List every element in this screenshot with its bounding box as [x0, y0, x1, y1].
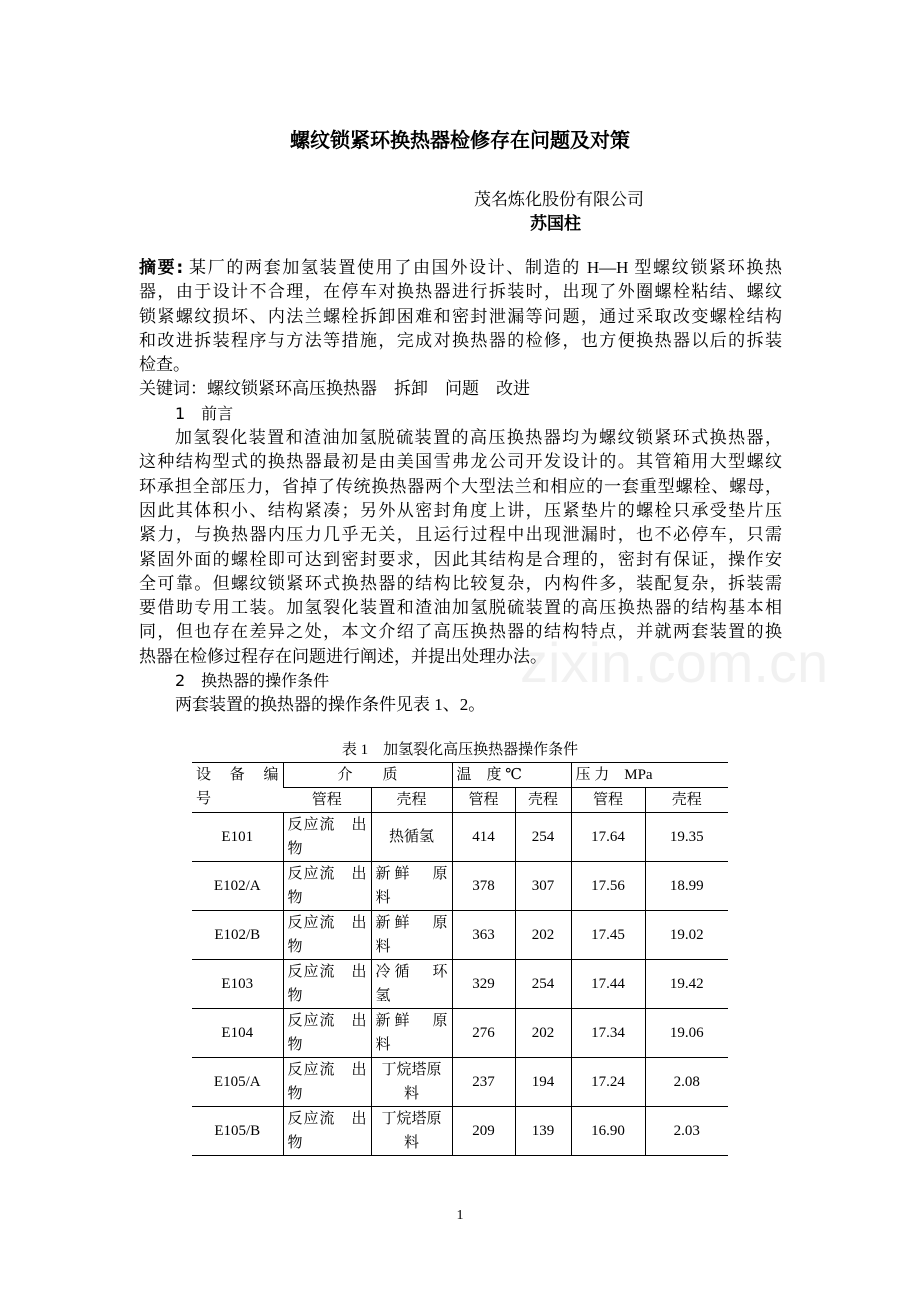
- cell-shell-medium: 丁烷塔原料: [371, 1107, 452, 1156]
- cell-id: E102/A: [192, 862, 283, 911]
- cell-tube-medium: 反应流 出物: [283, 862, 371, 911]
- cell-tube-medium: 反应流 出物: [283, 1009, 371, 1058]
- paragraph-line: 紧力，与换热器内压力几乎无关，且运行过程中出现泄漏时，也不必停车，只需: [139, 525, 782, 545]
- section-heading: 2 换热器的操作条件: [175, 671, 330, 691]
- cell-tube-medium: 反应流 出物: [283, 1107, 371, 1156]
- author-name: 苏国柱: [530, 214, 581, 234]
- cell-tube-press: 17.24: [571, 1058, 645, 1107]
- paragraph-line: 紧固外面的螺栓即可达到密封要求，因此其结构是合理的，密封有保证，操作安: [139, 549, 782, 569]
- table-row: [192, 1107, 728, 1156]
- cell-shell-temp: 202: [515, 911, 571, 960]
- abstract-line: 和改进拆装程序与方法等措施，完成对换热器的检修，也方便换热器以后的拆装: [139, 330, 782, 350]
- author-affiliation: 茂名炼化股份有限公司: [474, 190, 644, 209]
- cell-tube-medium: 反应流 出物: [283, 1058, 371, 1107]
- paragraph-line: 要借助专用工装。加氢裂化装置和渣油加氢脱硫装置的高压换热器的结构基本相: [139, 598, 782, 618]
- cell-tube-temp: 237: [452, 1058, 515, 1107]
- keyword: 改进: [496, 379, 530, 399]
- cell-tube-press: 17.44: [571, 960, 645, 1009]
- cell-tube-medium: 反应流 出物: [283, 960, 371, 1009]
- cell-shell-press: 19.42: [645, 960, 728, 1009]
- table-row: [192, 813, 728, 862]
- table-row: [192, 862, 728, 911]
- header-pressure: 压 力 MPa: [571, 763, 728, 788]
- paragraph-line: 这种结构型式的换热器最初是由美国雪弗龙公司开发设计的。其管箱用大型螺纹: [139, 452, 782, 472]
- cell-shell-temp: 254: [515, 960, 571, 1009]
- cell-tube-temp: 414: [452, 813, 515, 862]
- paragraph-line: 同，但也存在差异之处，本文介绍了高压换热器的结构特点，并就两套装置的换: [139, 622, 782, 642]
- cell-tube-temp: 209: [452, 1107, 515, 1156]
- cell-tube-press: 17.45: [571, 911, 645, 960]
- cell-shell-temp: 139: [515, 1107, 571, 1156]
- cell-tube-medium: 反应流 出物: [283, 813, 371, 862]
- header-tube: 管程: [452, 788, 515, 813]
- table-caption: 表 1 加氢裂化高压换热器操作条件: [341, 742, 579, 758]
- page-number: 1: [456, 1208, 464, 1223]
- table-row: [192, 960, 728, 1009]
- cell-shell-press: 2.03: [645, 1107, 728, 1156]
- cell-tube-temp: 276: [452, 1009, 515, 1058]
- header-medium: 介 质: [283, 763, 452, 788]
- paragraph-line: 因此其体积小、结构紧凑；另外从密封角度上讲，压紧垫片的螺栓只承受垫片压: [139, 500, 782, 520]
- operating-conditions-table: [192, 762, 728, 1156]
- abstract-label: 摘要:: [139, 258, 184, 278]
- cell-id: E101: [192, 813, 283, 862]
- cell-shell-medium: 新鲜 原料: [371, 862, 452, 911]
- cell-tube-temp: 329: [452, 960, 515, 1009]
- cell-shell-press: 19.06: [645, 1009, 728, 1058]
- cell-id: E104: [192, 1009, 283, 1058]
- cell-shell-medium: 新鲜 原料: [371, 911, 452, 960]
- cell-id: E105/A: [192, 1058, 283, 1107]
- cell-shell-temp: 307: [515, 862, 571, 911]
- cell-shell-temp: 254: [515, 813, 571, 862]
- paragraph-line: 热器在检修过程存在问题进行阐述，并提出处理办法。: [139, 646, 547, 666]
- header-temperature: 温 度 ℃: [452, 763, 571, 788]
- paragraph-line: 加氢裂化装置和渣油加氢脱硫装置的高压换热器均为螺纹锁紧环式换热器，: [175, 428, 782, 448]
- table-row: [192, 911, 728, 960]
- header-shell: 壳程: [645, 788, 728, 813]
- cell-tube-press: 17.64: [571, 813, 645, 862]
- abstract-line: 摘要: 某厂的两套加氢装置使用了由国外设计、制造的 H—H 型螺纹锁紧环换热: [139, 258, 782, 278]
- cell-tube-medium: 反应流 出物: [283, 911, 371, 960]
- keyword: 问题: [445, 379, 479, 399]
- header-shell: 壳程: [515, 788, 571, 813]
- cell-shell-press: 19.02: [645, 911, 728, 960]
- abstract: [139, 256, 782, 718]
- abstract-line: 锁紧螺纹损坏、内法兰螺栓拆卸困难和密封泄漏等问题，通过采取改变螺栓结构: [139, 306, 782, 326]
- header-tube: 管程: [283, 788, 371, 813]
- cell-shell-press: 18.99: [645, 862, 728, 911]
- cell-shell-medium: 新鲜 原料: [371, 1009, 452, 1058]
- header-device-no: 设 备 编号: [192, 763, 283, 813]
- table-header-row: [192, 763, 728, 788]
- cell-id: E102/B: [192, 911, 283, 960]
- paragraph-line: 全可靠。但螺纹锁紧环式换热器的结构比较复杂，内构件多，装配复杂，拆装需: [139, 573, 782, 593]
- cell-tube-temp: 378: [452, 862, 515, 911]
- paragraph-line: 环承担全部压力，省掉了传统换热器两个大型法兰和相应的一套重型螺栓、螺母，: [139, 476, 782, 496]
- cell-shell-press: 2.08: [645, 1058, 728, 1107]
- cell-tube-press: 16.90: [571, 1107, 645, 1156]
- header-tube: 管程: [571, 788, 645, 813]
- cell-id: E105/B: [192, 1107, 283, 1156]
- cell-shell-medium: 冷循 环氢: [371, 960, 452, 1009]
- cell-tube-press: 17.56: [571, 862, 645, 911]
- keyword: 拆卸: [394, 379, 428, 399]
- abstract-line: 器，由于设计不合理，在停车对换热器进行拆装时，出现了外圈螺栓粘结、螺纹: [139, 282, 782, 302]
- cell-tube-temp: 363: [452, 911, 515, 960]
- cell-id: E103: [192, 960, 283, 1009]
- table-row: [192, 1058, 728, 1107]
- keywords: [139, 377, 782, 401]
- cell-shell-medium: 丁烷塔原料: [371, 1058, 452, 1107]
- section-heading: 1 前言: [175, 403, 234, 423]
- cell-tube-press: 17.34: [571, 1009, 645, 1058]
- cell-shell-temp: 202: [515, 1009, 571, 1058]
- document-title: 螺纹锁紧环换热器检修存在问题及对策: [290, 128, 630, 152]
- cell-shell-press: 19.35: [645, 813, 728, 862]
- cell-shell-temp: 194: [515, 1058, 571, 1107]
- table-row: [192, 1009, 728, 1058]
- abstract-line: 检查。: [139, 355, 190, 375]
- header-shell: 壳程: [371, 788, 452, 813]
- cell-shell-medium: 热循氢: [371, 813, 452, 862]
- keywords-label: 关键词：: [139, 379, 207, 399]
- keyword: 螺纹锁紧环高压换热器: [207, 379, 377, 399]
- watermark: zixin.com.cn: [520, 631, 829, 694]
- paragraph-line: 两套装置的换热器的操作条件见表 1、2。: [175, 695, 486, 715]
